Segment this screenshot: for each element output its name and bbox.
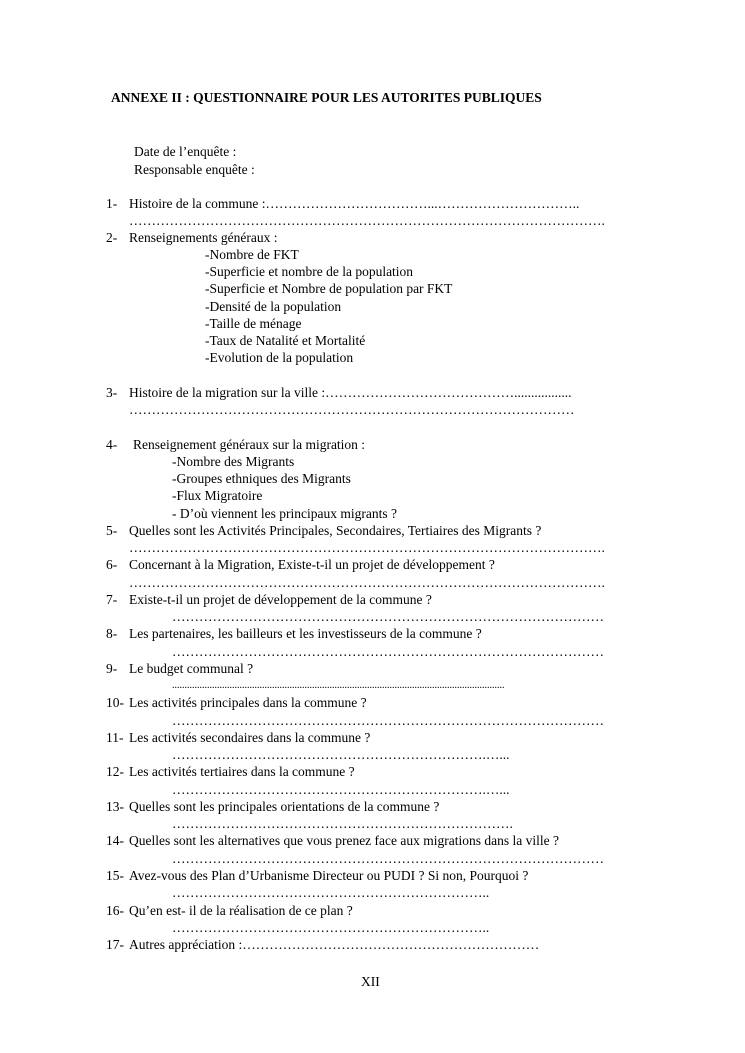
question-4-item: -Groupes ethniques des Migrants: [172, 471, 351, 486]
question-13-text: Quelles sont les principales orientations de la commune ?: [129, 799, 440, 814]
question-2-text: Renseignements généraux :: [129, 230, 278, 245]
question-4-item: - D’où viennent les principaux migrants ?: [172, 506, 397, 521]
question-3-answer-line: ………………………………………………………………………………………: [129, 402, 575, 417]
question-5-answer-line: …………………………………………………………………………………………….: [129, 540, 605, 555]
question-17-text: Autres appréciation :…………………………………………………………: [129, 937, 540, 952]
question-10-answer-line: ……………………………………………………………………………………: [172, 713, 604, 728]
question-14-answer-line: ……………………………………………………………………………………: [172, 851, 604, 866]
question-10-text: Les activités principales dans la commune ?: [129, 695, 367, 710]
question-7-text: Existe-t-il un projet de développement de la commune ?: [129, 592, 432, 607]
question-5-number: 5-: [106, 523, 118, 538]
question-13-answer-line: ………………………………………………………………….: [172, 816, 513, 831]
question-5-text: Quelles sont les Activités Principales, Secondaires, Tertiaires des Migrants ?: [129, 523, 542, 538]
question-13-number: 13-: [106, 799, 124, 814]
question-2-item: -Superficie et nombre de la population: [205, 264, 414, 279]
question-7-answer-line: ……………………………………………………………………………………: [172, 609, 604, 624]
question-2-item: -Densité de la population: [205, 299, 342, 314]
question-2-item: -Taux de Natalité et Mortalité: [205, 333, 366, 348]
question-7-number: 7-: [106, 592, 118, 607]
question-14-text: Quelles sont les alternatives que vous prenez face aux migrations dans la ville ?: [129, 833, 559, 848]
page-number: XII: [361, 974, 380, 989]
question-8-number: 8-: [106, 626, 118, 641]
question-4-item: -Flux Migratoire: [172, 488, 263, 503]
question-9-text: Le budget communal ?: [129, 661, 254, 676]
question-3-text: Histoire de la migration sur la ville :…………………………………….................: [129, 385, 572, 400]
question-6-text: Concernant à la Migration, Existe-t-il un projet de développement ?: [129, 557, 495, 572]
question-2-item: -Evolution de la population: [205, 350, 354, 365]
question-17-number: 17-: [106, 937, 124, 952]
question-15-number: 15-: [106, 868, 124, 883]
question-11-number: 11-: [106, 730, 124, 745]
question-9-number: 9-: [106, 661, 118, 676]
question-12-text: Les activités tertiaires dans la commune ?: [129, 764, 355, 779]
question-1-answer-line: …………………………………………………………………………………………….: [129, 213, 605, 228]
question-9-answer-line: .....................................................................................................................................: [172, 680, 505, 691]
question-15-text: Avez-vous des Plan d’Urbanisme Directeur ou PUDI ? Si non, Pourquoi ?: [129, 868, 529, 883]
question-10-number: 10-: [106, 695, 124, 710]
question-2-number: 2-: [106, 230, 118, 245]
question-11-answer-line: …………………………………………………………….…...: [172, 747, 510, 762]
question-16-number: 16-: [106, 903, 124, 918]
question-1-number: 1-: [106, 196, 118, 211]
question-3-number: 3-: [106, 385, 118, 400]
question-1-text: Histoire de la commune :………………………………...…………………………..: [129, 196, 580, 211]
question-16-answer-line: ……………………………………………………………..: [172, 920, 490, 935]
survey-responsible-label: Responsable enquête :: [134, 162, 255, 177]
question-12-number: 12-: [106, 764, 124, 779]
question-12-answer-line: …………………………………………………………….…...: [172, 782, 510, 797]
question-8-answer-line: ……………………………………………………………………………………: [172, 644, 604, 659]
question-4-item: -Nombre des Migrants: [172, 454, 295, 469]
question-14-number: 14-: [106, 833, 124, 848]
question-2-item: -Superficie et Nombre de population par FKT: [205, 281, 453, 296]
question-6-number: 6-: [106, 557, 118, 572]
question-2-item: -Nombre de FKT: [205, 247, 299, 262]
question-2-item: -Taille de ménage: [205, 316, 302, 331]
question-15-answer-line: ……………………………………………………………..: [172, 885, 490, 900]
question-6-answer-line: …………………………………………………………………………………………….: [129, 575, 605, 590]
question-4-number: 4-: [106, 437, 118, 452]
page-title: ANNEXE II : QUESTIONNAIRE POUR LES AUTORITES PUBLIQUES: [111, 90, 542, 105]
question-11-text: Les activités secondaires dans la commune ?: [129, 730, 371, 745]
survey-date-label: Date de l’enquête :: [134, 144, 237, 159]
question-16-text: Qu’en est- il de la réalisation de ce plan ?: [129, 903, 353, 918]
question-4-text: Renseignement généraux sur la migration :: [133, 437, 366, 452]
question-8-text: Les partenaires, les bailleurs et les investisseurs de la commune ?: [129, 626, 482, 641]
